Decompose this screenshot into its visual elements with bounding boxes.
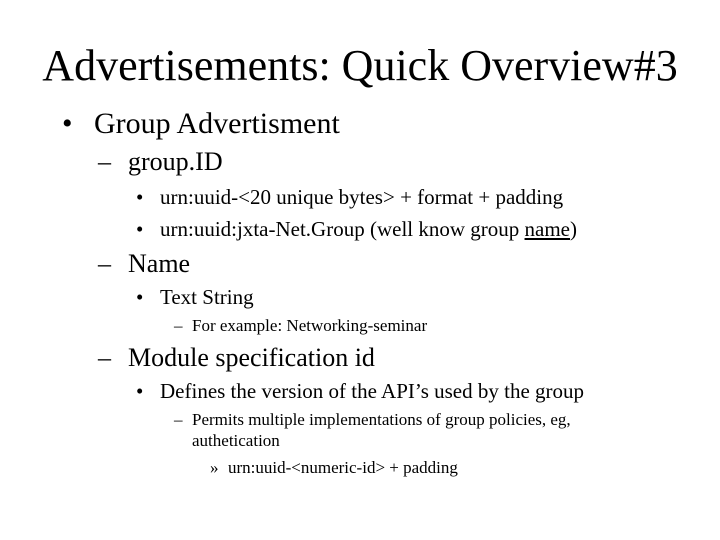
bullet-urn-uuid-jxta-netgroup bbox=[160, 216, 577, 242]
bullet-marker: • bbox=[136, 217, 144, 241]
dash-marker: – bbox=[174, 410, 183, 429]
bullet-name: Name bbox=[128, 249, 191, 278]
bullet-permits-multiple-line1: Permits multiple implementations of group policies, eg, bbox=[192, 410, 571, 429]
bullet-marker: • bbox=[136, 285, 144, 309]
dash-marker: – bbox=[98, 147, 111, 176]
dash-marker: – bbox=[98, 343, 111, 372]
bullet-marker: • bbox=[136, 379, 144, 403]
bullet-module-specification-id: Module specification id bbox=[128, 343, 375, 372]
bullet-text-string: Text String bbox=[160, 285, 254, 309]
bullet-group-advertisment: Group Advertisment bbox=[94, 107, 340, 140]
bullet-urn-uuid-unique-bytes: urn:uuid-<20 unique bytes> + format + padding bbox=[160, 185, 564, 209]
chevron-marker: » bbox=[210, 458, 219, 477]
bullet-marker: • bbox=[136, 185, 144, 209]
dash-marker: – bbox=[98, 249, 111, 278]
bullet-defines-version: Defines the version of the API’s used by the group bbox=[160, 379, 585, 403]
bullet-marker: • bbox=[62, 107, 73, 140]
bullet-group-id: group.ID bbox=[128, 147, 223, 176]
jxta-text-before: urn:uuid:jxta-Net.Group (well know group bbox=[160, 217, 525, 241]
dash-marker: – bbox=[174, 316, 183, 335]
bullet-urn-uuid-numeric-id: urn:uuid-<numeric-id> + padding bbox=[228, 458, 458, 477]
slide-title: Advertisements: Quick Overview#3 bbox=[42, 41, 678, 90]
bullet-permits-multiple-line2: authetication bbox=[192, 431, 280, 450]
bullet-for-example: For example: Networking-seminar bbox=[192, 316, 428, 335]
underlined-name-link: name bbox=[524, 217, 571, 241]
jxta-text-after: ) bbox=[570, 217, 578, 241]
